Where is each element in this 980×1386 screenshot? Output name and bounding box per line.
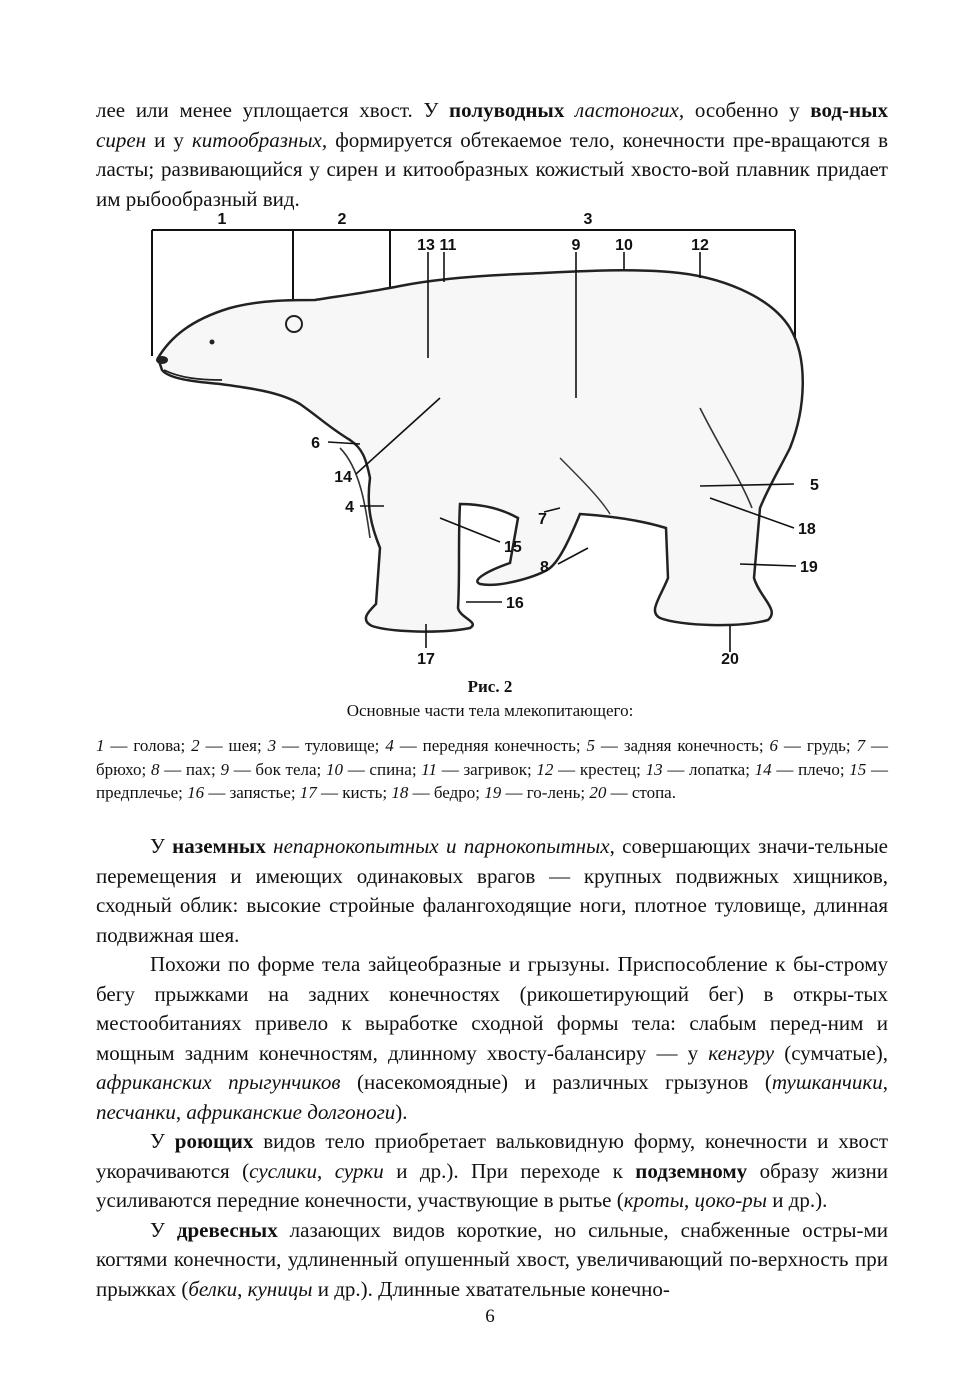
top-paragraph — [96, 96, 888, 214]
legend-number: 14 — [754, 759, 772, 779]
italic-term: сурки — [334, 1158, 384, 1183]
italic-term: цоко-ры — [694, 1188, 767, 1212]
italic-term: кроты — [623, 1188, 684, 1212]
legend-description: — грудь; — [777, 736, 857, 755]
italic-term: сирен — [96, 127, 147, 152]
callout-11: 11 — [439, 237, 457, 254]
figure-legend — [96, 734, 888, 805]
legend-description: — загривок; — [437, 759, 537, 779]
bold-term: древесных — [176, 1217, 278, 1242]
figure-caption-subtitle: Основные части тела млекопитающего: — [346, 701, 634, 720]
top-paragraph-text — [96, 96, 888, 214]
bracket-label-neck: 2 — [337, 211, 347, 228]
bear-outline — [158, 270, 803, 631]
callout-17: 17 — [417, 651, 435, 668]
legend-number: 19 — [484, 783, 502, 802]
legend-number: 17 — [299, 783, 317, 802]
legend-description: — спина; — [343, 759, 422, 779]
legend-description: — стопа. — [606, 783, 676, 802]
callout-12: 12 — [691, 237, 709, 254]
callout-16: 16 — [506, 595, 524, 612]
bold-term: роющих — [174, 1129, 254, 1153]
text-run: (насекомоядные) и различных грызунов ( — [340, 1070, 772, 1094]
text-run: , — [175, 1099, 187, 1124]
italic-term: ластоногих, — [575, 98, 685, 122]
legend-number: 18 — [391, 783, 409, 802]
italic-term: тушканчики — [771, 1070, 883, 1094]
bear-eye — [210, 340, 215, 345]
italic-term: кенгуру — [708, 1040, 775, 1065]
italic-term: суслики — [249, 1158, 317, 1183]
bold-term: вод-ных — [810, 98, 888, 122]
text-run: ). — [395, 1099, 408, 1124]
text-run: особенно у — [684, 98, 811, 122]
text-run: формируется обтекаемое тело, конечности пре-вращаются в ласты; развивающийся у сирен и китообразных кожистый хвосто-вой плавник придает им рыбообразный вид. — [96, 127, 888, 211]
text-run: и у — [146, 127, 192, 152]
bear-nose — [156, 356, 168, 364]
legend-description: — крестец; — [553, 759, 646, 779]
legend-description: — предплечье; — [96, 759, 888, 802]
legend-number: 9 — [220, 759, 229, 779]
text-run: , — [237, 1276, 248, 1301]
legend-number: 4 — [385, 736, 394, 755]
callout-9: 9 — [571, 237, 581, 254]
legend-number: 5 — [586, 736, 595, 755]
legend-description: — брюхо; — [96, 736, 888, 779]
paragraph-terrestrial — [96, 832, 888, 950]
paragraph-arboreal — [96, 1216, 888, 1305]
bear-body — [156, 270, 803, 631]
legend-number: 7 — [856, 736, 866, 755]
legend-description: — го-лень; — [501, 783, 590, 802]
legend-description: — шея; — [199, 736, 268, 755]
legend-description: — плечо; — [771, 759, 850, 779]
callout-18: 18 — [798, 521, 816, 538]
legend-number: 20 — [589, 783, 607, 802]
text-run: , совершающих значи-тельные перемещения и имеющих одинаковых врагов — крупных подвижных хищников, сходный облик: высокие стройные фалангоходящие ноги, плотное туловище, длинная подвижная шея. — [96, 834, 889, 947]
bracket-label-head: 1 — [217, 211, 227, 228]
italic-term: африканских прыгунчиков — [96, 1070, 341, 1094]
legend-description: — туловище; — [276, 736, 386, 755]
legend-description: — задняя конечность; — [595, 736, 770, 755]
text-run: У — [150, 1129, 175, 1153]
text-run: , — [882, 1070, 888, 1094]
text-run: У — [150, 1217, 177, 1242]
legend-description: — кисть; — [316, 783, 392, 802]
callout-13: 13 — [417, 237, 435, 254]
callout-14: 14 — [334, 469, 352, 486]
text-run: , — [683, 1188, 695, 1212]
text-run: У — [150, 834, 173, 858]
legend-description: — лопатка; — [662, 759, 755, 779]
callout-6: 6 — [311, 435, 320, 452]
callout-20: 20 — [721, 651, 739, 668]
text-run: Похожи по форме тела зайцеобразные и грызуны. Приспособление к бы-строму бегу прыжками на задних конечностях (рикошетирующий бег) в откры-тых местообитаниях привело к выработке сходной формы тела: слабым перед-ним и мощным задним конечностям, длинному хвосту-балансиру — у — [96, 952, 888, 1065]
legend-description: — запястье; — [204, 783, 300, 802]
callout-15: 15 — [504, 539, 522, 556]
text-run: и др.). Длинные хватательные конечно- — [312, 1276, 670, 1301]
callout-7: 7 — [538, 511, 547, 528]
bracket-label-trunk: 3 — [583, 211, 593, 228]
bold-term: полуводных — [449, 98, 565, 122]
legend-description: — передняя конечность; — [393, 736, 587, 755]
bold-term: наземных — [172, 834, 266, 858]
italic-term: белки — [188, 1276, 238, 1301]
legend-number: 8 — [150, 759, 160, 779]
italic-term: непарнокопытных и парнокопытных — [273, 834, 610, 858]
legend-number: 13 — [645, 759, 663, 779]
callout-4: 4 — [345, 499, 354, 516]
legend-number: 12 — [536, 759, 554, 779]
italic-term: африканские долгоноги — [186, 1099, 396, 1124]
bold-term: подземному — [635, 1158, 748, 1183]
paragraph-jumping — [96, 950, 888, 1127]
legend-number: 6 — [769, 736, 778, 755]
text-run: лазающих видов короткие, но сильные, снабженные остры-ми когтями конечности, удлиненный опушенный хвост, увеличивающий по-верхность при прыжках ( — [96, 1217, 888, 1301]
legend-number: 10 — [326, 759, 343, 779]
legend-number: 3 — [267, 736, 277, 755]
text-run: (сумчатые), — [774, 1040, 888, 1065]
page-number: 6 — [485, 1306, 495, 1327]
legend-description: — бок тела; — [229, 759, 326, 779]
callout-5: 5 — [810, 477, 819, 494]
figure-caption-title: Рис. 2 — [467, 677, 513, 696]
legend-number: 2 — [191, 736, 200, 755]
paragraph-digging — [96, 1127, 888, 1216]
legend-number: 1 — [96, 736, 105, 755]
legend-description: — голова; — [104, 736, 192, 755]
text-run: видов тело приобретает вальковидную форму, конечности и хвост укорачиваются ( — [96, 1129, 888, 1183]
legend-number: 11 — [421, 759, 438, 779]
legend-description: — пах; — [159, 759, 221, 779]
bear-anatomy-figure — [140, 208, 830, 670]
legend-number: 15 — [849, 759, 867, 779]
body-text — [96, 832, 888, 1304]
bear-illustration — [140, 208, 830, 670]
legend-description: — бедро; — [408, 783, 485, 802]
italic-term: куницы — [247, 1276, 313, 1301]
text-run — [564, 98, 575, 122]
text-run: образу жизни усиливаются передние конечности, участвующие в рытье ( — [96, 1158, 888, 1212]
text-run: лее или менее уплощается хвост. У — [96, 98, 450, 122]
legend-number: 16 — [187, 783, 205, 802]
callout-10: 10 — [615, 237, 633, 254]
text-run: , — [316, 1158, 335, 1183]
callout-19: 19 — [800, 559, 818, 576]
text-run: и др.). При переходе к — [383, 1158, 636, 1183]
callout-8: 8 — [540, 559, 549, 576]
text-run: и др.). — [766, 1188, 828, 1212]
italic-term: песчанки — [96, 1099, 176, 1124]
italic-term: китообразных, — [191, 127, 328, 152]
